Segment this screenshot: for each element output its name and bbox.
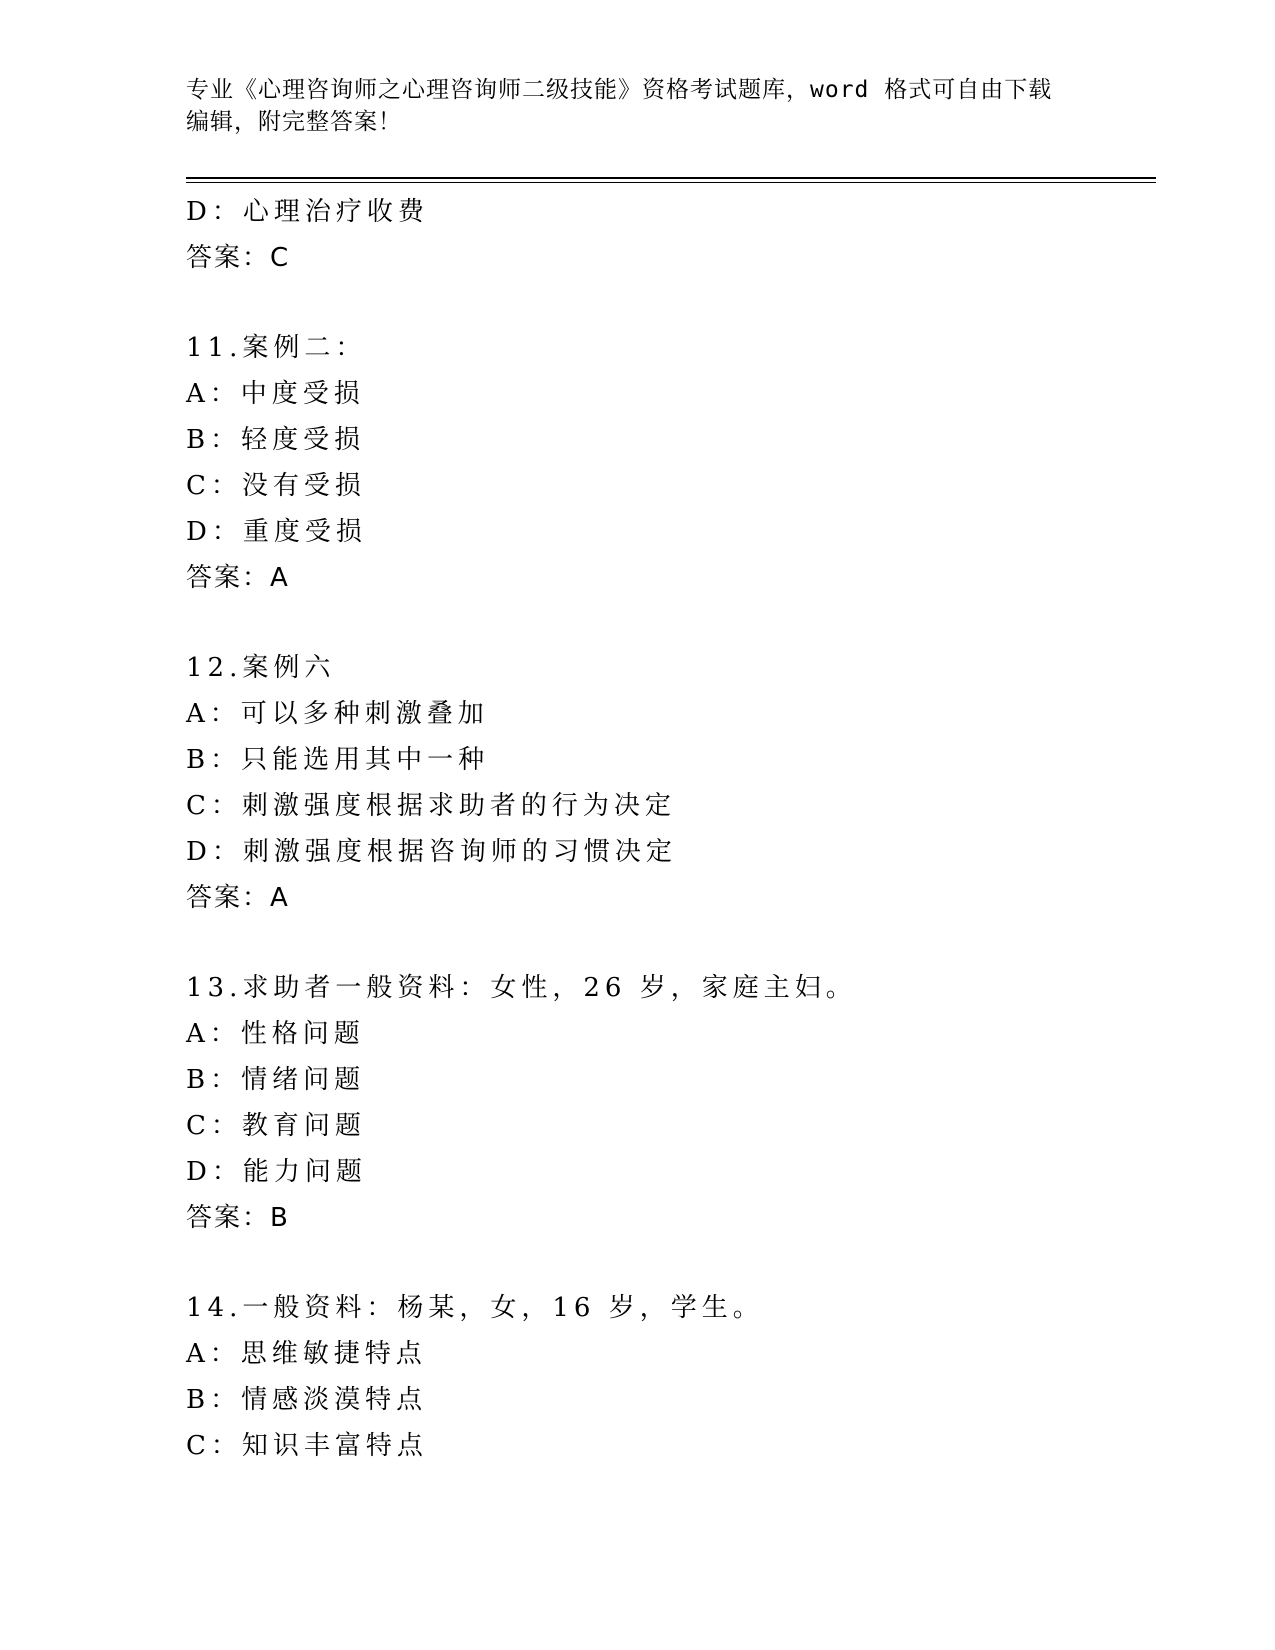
spacer xyxy=(186,921,1146,965)
option-a: A：思维敏捷特点 xyxy=(186,1339,427,1369)
option-b: B：只能选用其中一种 xyxy=(186,745,490,775)
question-title: 14.一般资料：杨某，女，16 岁，学生。 xyxy=(186,1293,764,1323)
option-d: D：刺激强度根据咨询师的习惯决定 xyxy=(186,837,677,867)
answer: 答案：A xyxy=(186,883,290,913)
option-c: C：刺激强度根据求助者的行为决定 xyxy=(186,791,676,821)
option-c: C：教育问题 xyxy=(186,1111,366,1141)
question-title: 11.案例二： xyxy=(186,333,367,363)
option-a: A：中度受损 xyxy=(186,379,365,409)
question-title: 13.求助者一般资料：女性，26 岁，家庭主妇。 xyxy=(186,973,857,1003)
question-list xyxy=(186,189,1146,1469)
answer: 答案：A xyxy=(186,563,290,593)
header-divider-thin xyxy=(186,182,1156,183)
option-d: D：重度受损 xyxy=(186,517,367,547)
option-d: D：心理治疗收费 xyxy=(186,197,429,227)
question-title: 12.案例六 xyxy=(186,653,336,683)
option-b: B：情感淡漠特点 xyxy=(186,1385,428,1415)
option-a: A：性格问题 xyxy=(186,1019,365,1049)
option-c: C：知识丰富特点 xyxy=(186,1431,428,1461)
option-b: B：情绪问题 xyxy=(186,1065,366,1095)
option-b: B：轻度受损 xyxy=(186,425,366,455)
option-d: D：能力问题 xyxy=(186,1157,367,1187)
header-divider-thick xyxy=(186,177,1156,179)
option-c: C：没有受损 xyxy=(186,471,366,501)
spacer xyxy=(186,281,1146,325)
header-line-1: 专业《心理咨询师之心理咨询师二级技能》资格考试题库，word 格式可自由下载 xyxy=(186,77,1053,103)
spacer xyxy=(186,1241,1146,1285)
spacer xyxy=(186,601,1146,645)
option-a: A：可以多种刺激叠加 xyxy=(186,699,489,729)
answer: 答案：C xyxy=(186,243,291,273)
header-line-2: 编辑，附完整答案！ xyxy=(186,109,402,135)
answer: 答案：B xyxy=(186,1203,290,1233)
document-header xyxy=(186,74,1086,138)
